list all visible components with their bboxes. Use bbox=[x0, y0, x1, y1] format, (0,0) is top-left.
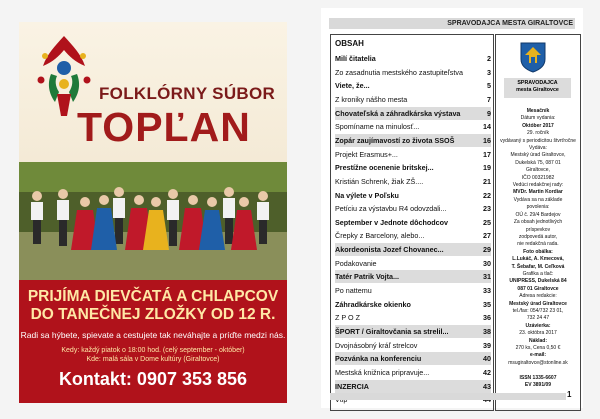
recruitment-banner bbox=[19, 280, 287, 403]
imprint-text bbox=[498, 108, 578, 389]
imprint-line: vydávaný s periodicitou štvrťročne bbox=[500, 137, 576, 144]
imprint-line: Grafika a tlač: bbox=[522, 270, 554, 277]
toc-entry bbox=[335, 380, 491, 393]
toc-entry-page: 36 bbox=[483, 313, 491, 323]
recruit-when: Kedy: každý piatok o 18:00 hod. (celý september - október) bbox=[61, 347, 245, 354]
imprint-line: T. Šebafar, M. Ceľková bbox=[511, 263, 565, 270]
imprint-line: Vedúci redakčnej rady: bbox=[512, 182, 564, 189]
imprint-line: MVDr. Martin Kordiar bbox=[513, 189, 563, 196]
imprint-line bbox=[498, 367, 578, 374]
imprint-line: Foto obálka: bbox=[523, 248, 553, 255]
imprint-line: EV 3891/09 bbox=[524, 382, 552, 389]
toc-entry bbox=[335, 148, 491, 161]
toc-entry bbox=[335, 66, 491, 79]
imprint-line: Adresa redakcie: bbox=[519, 293, 557, 300]
toc-entry-page: 19 bbox=[483, 163, 491, 173]
poster-subtitle: FOLKLÓRNY SÚBOR bbox=[99, 84, 276, 103]
toc-entry-title: September v Jednote dôchodcov bbox=[335, 217, 449, 227]
recruit-line-1: PRIJÍMA DIEVČATÁ A CHLAPCOV bbox=[27, 288, 279, 305]
poster-header bbox=[19, 22, 287, 162]
toc-entry-page: 27 bbox=[483, 231, 491, 241]
poster bbox=[19, 22, 287, 403]
toc-entry bbox=[335, 52, 491, 65]
toc-entry-title: Zo zasadnutia mestského zastupiteľstva bbox=[335, 67, 463, 77]
toc-entry bbox=[335, 93, 491, 106]
imprint-line: Giraltovce, bbox=[526, 167, 550, 174]
toc-entry-page: 31 bbox=[483, 272, 491, 282]
toc-entry-page: 38 bbox=[483, 327, 491, 336]
toc-entry-title: INZERCIA bbox=[335, 381, 369, 391]
toc-entry-title: Po nattemu bbox=[335, 286, 372, 296]
toc-entry-title: Spomíname na minulosť... bbox=[335, 122, 420, 132]
dancers-photo bbox=[19, 162, 287, 280]
toc-entry-page: 17 bbox=[483, 149, 491, 159]
toc-entry-title: ŠPORT / Giraltovčania sa strelil... bbox=[335, 327, 449, 336]
toc-entry-page: 21 bbox=[483, 176, 491, 186]
toc-entry-title: Zopár zaujímavostí zo života SSOŠ bbox=[335, 135, 455, 145]
toc-entry bbox=[335, 107, 491, 120]
toc-entry bbox=[335, 120, 491, 133]
toc-entry-title: Viete, že... bbox=[335, 81, 370, 91]
toc-entry bbox=[335, 243, 491, 256]
imprint-line: 087 01 Giraltovce bbox=[517, 285, 559, 292]
imprint-line: príspevkov bbox=[525, 226, 551, 233]
toc-title: OBSAH bbox=[335, 39, 364, 48]
imprint-line: tel./fax: 054/732 23 01, bbox=[512, 307, 564, 314]
imprint-line: OÚ č. 29/4 Bardejov bbox=[515, 211, 561, 218]
toc-entry-page: 30 bbox=[483, 258, 491, 268]
toc-entry-title: Projekt Erasmus+... bbox=[335, 149, 398, 159]
toc-entry-page: 16 bbox=[483, 135, 491, 145]
imprint-panel bbox=[495, 34, 581, 411]
toc-entry-title: Podakovanie bbox=[335, 258, 377, 268]
toc-entry bbox=[335, 229, 491, 242]
toc-entry-page: 35 bbox=[483, 299, 491, 309]
imprint-line: msugiraltovce@stonline.sk bbox=[508, 359, 568, 366]
toc-entry bbox=[335, 202, 491, 215]
contents-page bbox=[321, 8, 583, 408]
toc-entry-title: Z P O Z bbox=[335, 313, 361, 323]
toc-entry bbox=[335, 175, 491, 188]
imprint-line: Mestský úrad Giraltovce bbox=[509, 300, 567, 307]
toc-entry-page: 42 bbox=[483, 367, 491, 377]
publication-label bbox=[504, 78, 571, 98]
toc-entry-title: Akordeonista Jozef Chovanec... bbox=[335, 245, 444, 255]
toc-entry-title: Prestížne ocenenie britskej... bbox=[335, 163, 434, 173]
imprint-line: 23. októbra 2017 bbox=[519, 330, 557, 337]
toc-entry-page: 5 bbox=[487, 81, 491, 91]
town-crest-icon bbox=[519, 41, 547, 73]
recruit-where: Kde: malá sála v Dome kultúry (Giraltovce) bbox=[86, 356, 220, 363]
imprint-line: Vydáva: bbox=[529, 145, 547, 152]
toc-entry bbox=[335, 189, 491, 202]
toc-entry bbox=[335, 270, 491, 283]
toc-entry-title: Kristián Schrenk, žiak ZŠ.... bbox=[335, 176, 424, 186]
header-title: SPRAVODAJCA MESTA GIRALTOVCE bbox=[447, 20, 573, 27]
imprint-line: 29. ročník bbox=[527, 130, 549, 137]
page-footer bbox=[330, 393, 566, 400]
imprint-line: UNIPRESS, Dukelská 84 bbox=[509, 278, 567, 285]
toc-entry-title: Z kroniky nášho mesta bbox=[335, 94, 408, 104]
imprint-line: zodpovedá autor, bbox=[518, 233, 558, 240]
toc-entry bbox=[335, 161, 491, 174]
imprint-line: Náklad: bbox=[528, 337, 548, 344]
toc-entry-title: Záhradkárske okienko bbox=[335, 299, 411, 309]
imprint-line: Uzávierka: bbox=[525, 322, 551, 329]
toc-entry-title: Mestská knižnica pripravuje... bbox=[335, 367, 430, 377]
toc-entry bbox=[335, 284, 491, 297]
imprint-line: Október 2017 bbox=[522, 122, 554, 129]
table-of-contents bbox=[330, 34, 494, 411]
imprint-line: L.Lukáč, A. Kmecová, bbox=[512, 256, 564, 263]
toc-entry-page: 2 bbox=[487, 54, 491, 63]
toc-entry bbox=[335, 257, 491, 270]
imprint-line: Mestský úrad Giraltovce, bbox=[510, 152, 566, 159]
imprint-line: e-mail: bbox=[529, 352, 547, 359]
publication-name: SPRAVODAJCA bbox=[517, 80, 558, 86]
toc-entry-page: 9 bbox=[487, 108, 491, 118]
toc-entry-title: Milí čitatelia bbox=[335, 54, 376, 63]
toc-entry-title: Tatér Patrik Vojta... bbox=[335, 272, 400, 282]
imprint-line: Vydáva sa na základe bbox=[513, 196, 563, 203]
page-header bbox=[329, 18, 575, 29]
poster-title: TOPĽAN bbox=[77, 104, 251, 150]
toc-entry-title: Petíciu za výstavbu R4 odovzdali... bbox=[335, 204, 447, 214]
toc-entry bbox=[335, 339, 491, 352]
imprint-line: Za obsah jednotlivých bbox=[513, 219, 563, 226]
toc-entry bbox=[335, 311, 491, 324]
imprint-line: Mesačník bbox=[526, 108, 550, 114]
toc-entry-page: 40 bbox=[483, 354, 491, 364]
toc-entry bbox=[335, 352, 491, 365]
toc-entry-page: 33 bbox=[483, 286, 491, 296]
toc-entry-title: Pozvánka na konferenciu bbox=[335, 354, 422, 364]
imprint-line: 270 ks, Cena 0,50 € bbox=[515, 345, 561, 351]
toc-entry bbox=[335, 366, 491, 379]
toc-entry-title: Dvojnásobný kráľ strelcov bbox=[335, 340, 418, 350]
toc-entry bbox=[335, 298, 491, 311]
imprint-line: ISSN 1335-6607 bbox=[519, 374, 557, 381]
toc-entry-page: 23 bbox=[483, 204, 491, 214]
page-number: 1 bbox=[567, 390, 572, 399]
publication-subname: mesta Giraltovce bbox=[516, 86, 559, 93]
toc-entry-page: 43 bbox=[483, 381, 491, 391]
toc-entry-page: 39 bbox=[483, 340, 491, 350]
imprint-line: nie redakčná rada. bbox=[517, 241, 559, 248]
toc-entry-title: Chovateľská a záhradkárska výstava bbox=[335, 108, 461, 118]
toc-entry bbox=[335, 216, 491, 229]
toc-entry bbox=[335, 79, 491, 92]
toc-entry-title: Na výlete v Poľsku bbox=[335, 190, 399, 200]
toc-entry bbox=[335, 134, 491, 147]
toc-entry bbox=[335, 325, 491, 338]
toc-entry-page: 7 bbox=[487, 94, 491, 104]
recruit-line-2: DO TANEČNEJ ZLOŽKY OD 12 R. bbox=[30, 306, 276, 323]
imprint-line: IČO 00321982 bbox=[521, 174, 555, 181]
toc-entry-page: 25 bbox=[483, 217, 491, 227]
toc-entry-page: 3 bbox=[487, 67, 491, 77]
recruit-slogan: Radi sa hýbete, spievate a cestujete tak neváhajte a príďte medzi nás. bbox=[20, 330, 286, 340]
toc-entry-page: 29 bbox=[483, 245, 491, 255]
imprint-line: povolenia: bbox=[526, 204, 550, 211]
toc-entry-page: 22 bbox=[483, 190, 491, 200]
recruit-contact: Kontakt: 0907 353 856 bbox=[58, 369, 248, 389]
imprint-line: 732 24 47 bbox=[526, 315, 550, 322]
imprint-line: Dukelská 75, 087 01 bbox=[515, 159, 561, 166]
toc-entry-title: Črepky z Barcelony, alebo... bbox=[335, 231, 425, 241]
toc-entry-page: 14 bbox=[483, 122, 491, 132]
imprint-line: Dátum vydania: bbox=[520, 115, 556, 122]
